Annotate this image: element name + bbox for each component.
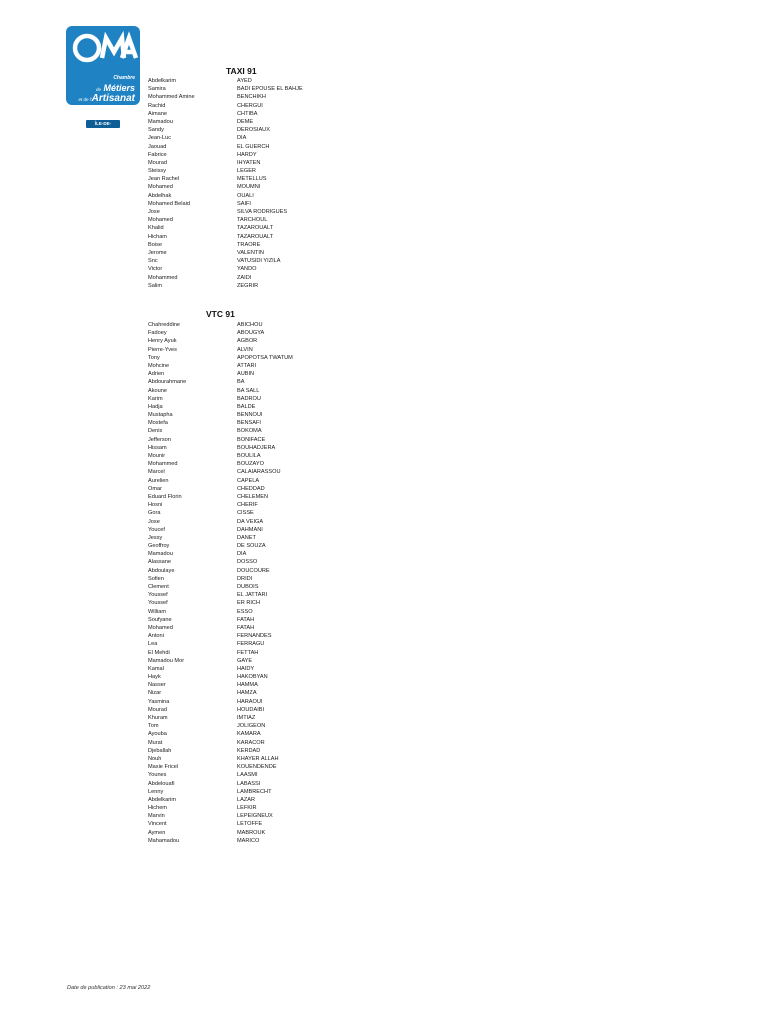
first-name: Jean Rachel: [148, 176, 180, 183]
first-name: Khuram: [148, 715, 168, 721]
first-name: Mamadou Mor: [148, 657, 185, 664]
first-name: Hicham: [148, 233, 167, 240]
first-name: Mostefa: [148, 420, 168, 427]
logo-artisanat-text: et de l'Artisanat: [78, 93, 135, 104]
first-name: Younes: [148, 772, 167, 779]
last-name: DRIDI: [237, 575, 253, 582]
first-name: Ayouba: [148, 731, 167, 738]
last-name: ALVIN: [237, 346, 253, 353]
first-name: Abdelhak: [148, 192, 172, 199]
last-name: SAIFI: [237, 200, 251, 207]
section-title-taxi: TAXI 91: [226, 66, 257, 76]
last-name: AUBIN: [237, 371, 255, 378]
first-name: Eduard Florin: [148, 493, 182, 500]
first-name: Akoune: [148, 387, 167, 394]
first-name: Lenny: [148, 788, 164, 795]
last-name: KOUENDENDE: [237, 764, 277, 771]
last-name: AGBOR: [237, 338, 258, 345]
first-name: Mohamed Belaid: [148, 200, 190, 207]
first-name: Mohamed: [148, 624, 173, 631]
first-name: Geoffroy: [148, 543, 170, 550]
first-name: Hayk: [148, 674, 161, 681]
logo-chambre-text: Chambre: [113, 75, 135, 81]
first-name: Mohammed: [148, 274, 178, 281]
first-name: Maxie Fricel: [148, 764, 179, 771]
first-name: Djeballah: [148, 747, 172, 754]
last-name: BENCHIKH: [237, 94, 266, 101]
first-name: Nouh: [148, 755, 162, 762]
last-name: FATAH: [237, 624, 255, 631]
last-name: EL GUERCH: [237, 143, 270, 150]
first-name: Jose: [148, 209, 160, 215]
first-name: Gora: [148, 510, 161, 517]
last-name: BA: [237, 379, 245, 386]
first-name: Chahreddine: [148, 322, 181, 328]
first-name: Victor: [148, 266, 163, 273]
last-name: IMTIAZ: [237, 715, 256, 721]
first-name: Tony: [148, 354, 160, 361]
first-name: Mohammed Amine: [148, 94, 195, 101]
first-name: Aimane: [148, 110, 167, 117]
last-name: MOUMNI: [237, 184, 261, 191]
first-name: Abdelkarim: [148, 796, 176, 803]
section-title-vtc: VTC 91: [206, 309, 235, 319]
last-name: CHTIBA: [237, 110, 258, 117]
first-name: Hissam: [148, 444, 167, 451]
last-name: TAZAROUALT: [237, 225, 274, 232]
last-name: EL JATTARI: [237, 592, 268, 599]
first-name: Youcef: [148, 526, 165, 533]
first-name: Abdelouafi: [148, 780, 175, 787]
first-name: Hadja: [148, 403, 163, 410]
last-name: BENSAFI: [237, 420, 261, 427]
first-name: Marvin: [148, 813, 165, 820]
first-name: Fadoey: [148, 330, 167, 337]
last-name: DANET: [237, 534, 256, 541]
first-name: Jefferson: [148, 436, 171, 443]
first-name: Abdourahmane: [148, 379, 187, 386]
last-name: DAHMANI: [237, 526, 263, 533]
last-name: FERRAGU: [237, 641, 265, 648]
first-name: Fabrice: [148, 151, 167, 158]
first-name: Steissy: [148, 168, 167, 175]
first-name: William: [148, 608, 167, 615]
last-name: CHERGUI: [237, 102, 263, 109]
last-name: VATUSIDI YIZILA: [237, 258, 281, 265]
last-name: CHELEMEN: [237, 493, 269, 500]
last-name: FERNANDES: [237, 633, 272, 640]
last-name: METELLUS: [237, 176, 267, 183]
last-name: LETOFFE: [237, 821, 263, 828]
first-name: Aymen: [148, 829, 166, 836]
first-name: Omar: [148, 485, 162, 492]
last-name: HAKOBYAN: [237, 674, 268, 681]
first-name: Yasmina: [148, 698, 170, 705]
logo-region-band: ÎLE-DE-FRANCE: [86, 120, 120, 128]
cma-logo: [66, 26, 140, 134]
first-name: Mohamed: [148, 184, 173, 191]
last-name: VALENTIN: [237, 249, 264, 256]
first-name: Mourad: [148, 159, 167, 166]
first-name: Pierre-Yves: [148, 346, 177, 353]
first-name: Denis: [148, 428, 163, 435]
first-name: Soufyane: [148, 616, 172, 623]
last-name: TARCHOUL: [237, 217, 268, 224]
last-name: DUBOIS: [237, 584, 259, 590]
first-name: Mamadou: [148, 118, 173, 125]
first-name: El Mehdi: [148, 649, 170, 656]
first-name: Tom: [148, 723, 159, 730]
last-name: YANDO: [237, 266, 257, 273]
last-name: BADROU: [237, 395, 261, 402]
last-name: FETTAH: [237, 649, 259, 656]
last-name: ZEGRIR: [237, 282, 259, 289]
last-name: DA VEIGA: [237, 518, 264, 525]
logo-metiers-text: de Métiers: [95, 83, 135, 93]
first-name: Samira: [148, 86, 166, 93]
first-name: Kamal: [148, 665, 164, 672]
first-name: Henry Ayuk: [148, 338, 177, 345]
last-name: DOUCOURE: [237, 567, 270, 574]
last-name: BADI EPOUSE EL BAHJE: [237, 86, 303, 93]
last-name: DEROSIAUX: [237, 127, 270, 134]
last-name: HARAOUI: [237, 698, 263, 705]
first-name: Mohammed: [148, 461, 178, 468]
last-name: CAPELA: [237, 477, 260, 484]
first-name: Rachid: [148, 102, 166, 109]
last-name: HOUDAIBI: [237, 706, 265, 713]
last-name: DEME: [237, 118, 254, 125]
first-name: Sofien: [148, 575, 164, 582]
first-name: Marcel: [148, 469, 165, 476]
last-name: BALDE: [237, 403, 256, 410]
last-name: BENNOUI: [237, 412, 263, 419]
last-name: CISSE: [237, 510, 254, 517]
first-name: Mourad: [148, 706, 167, 713]
first-name: Mustapha: [148, 412, 173, 419]
last-name: OUALI: [237, 192, 254, 199]
last-name: DIA: [237, 551, 247, 558]
first-name: Youssef: [148, 592, 168, 599]
first-name: Abdoulaye: [148, 567, 175, 574]
first-name: Aurelien: [148, 477, 169, 484]
first-name: Snc: [148, 258, 158, 265]
first-name: Jaouad: [148, 143, 167, 150]
first-name: Antoni: [148, 633, 164, 640]
last-name: TAZAROUALT: [237, 233, 274, 240]
last-name: MARICO: [237, 837, 260, 844]
last-name: GAYE: [237, 657, 253, 664]
last-name: LAZAR: [237, 796, 256, 803]
last-name: BA SALL: [237, 387, 260, 394]
last-name: LAASMI: [237, 772, 258, 779]
first-name: Hosni: [148, 502, 163, 509]
last-name: DIA: [237, 135, 247, 142]
last-name: CHERIF: [237, 502, 258, 509]
last-name: KAMARA: [237, 731, 261, 738]
last-name: HAMZA: [237, 690, 257, 697]
last-name: BONIFACE: [237, 436, 266, 443]
first-name: Mamadou: [148, 551, 173, 558]
first-name: Alassane: [148, 559, 172, 566]
first-name: Jean-Luc: [148, 135, 172, 142]
last-name: MABROUK: [237, 829, 266, 836]
last-name: BOKOMA: [237, 428, 262, 435]
first-name: Mohcine: [148, 362, 170, 369]
publication-date: Date de publication : 23 mai 2022: [67, 985, 151, 991]
first-name: Hichem: [148, 805, 167, 812]
first-name: Salim: [148, 282, 162, 289]
last-name: KHAYER ALLAH: [237, 755, 279, 762]
last-name: LABASSI: [237, 780, 261, 787]
first-name: Karim: [148, 395, 163, 402]
last-name: HAIDY: [237, 665, 255, 672]
first-name: Mohamed: [148, 217, 173, 224]
first-name: Lea: [148, 641, 158, 648]
last-name: LEPEIGNEUX: [237, 813, 273, 820]
last-name: IHYATEN: [237, 159, 261, 166]
first-name: Clement: [148, 584, 169, 590]
first-name: Jerome: [148, 249, 167, 256]
last-name: BOUZAYO: [237, 461, 264, 468]
last-name: KARACOR: [237, 739, 265, 746]
first-name: Khalid: [148, 225, 164, 232]
last-name: ESSO: [237, 608, 253, 615]
last-name: BOULILA: [237, 453, 261, 459]
last-name: JOLIGEON: [237, 723, 266, 730]
last-name: ZAIDI: [237, 274, 252, 281]
last-name: ATTARI: [237, 362, 257, 369]
last-name: APOPOTSA TWATUM: [237, 354, 293, 361]
last-name: LAMBRECHT: [237, 788, 272, 795]
last-name: LEGER: [237, 168, 256, 175]
last-name: BOUHADJERA: [237, 444, 276, 451]
first-name: Jose: [148, 518, 160, 525]
last-name: CALAIARASSOU: [237, 469, 281, 476]
last-name: SILVA RODRIGUES: [237, 209, 288, 215]
first-name: Abdelkarim: [148, 78, 176, 84]
first-name: Nasser: [148, 682, 166, 689]
first-name: Murat: [148, 739, 163, 746]
last-name: ER RICH: [237, 600, 260, 607]
last-name: ABICHOU: [237, 322, 263, 328]
first-name: Youssef: [148, 600, 168, 607]
last-name: DOSSO: [237, 559, 258, 566]
last-name: AYED: [237, 78, 252, 84]
last-name: DE SOUZA: [237, 543, 266, 550]
last-name: HAMMA: [237, 682, 258, 689]
first-name: Boise: [148, 241, 162, 248]
last-name: CHEDDAD: [237, 485, 265, 492]
first-name: Mahamadou: [148, 837, 180, 844]
first-name: Jessy: [148, 534, 163, 541]
last-name: TRAORE: [237, 241, 261, 248]
last-name: ABOUGYA: [237, 330, 265, 337]
first-name: Sandy: [148, 127, 164, 134]
first-name: Adrien: [148, 371, 165, 378]
first-name: Vincent: [148, 821, 167, 828]
last-name: FATAH: [237, 616, 255, 623]
last-name: KERDAD: [237, 747, 261, 754]
last-name: LEFKIR: [237, 805, 257, 812]
first-name: Nizar: [148, 690, 162, 697]
first-name: Mounir: [148, 453, 166, 459]
last-name: HARDY: [237, 151, 257, 158]
